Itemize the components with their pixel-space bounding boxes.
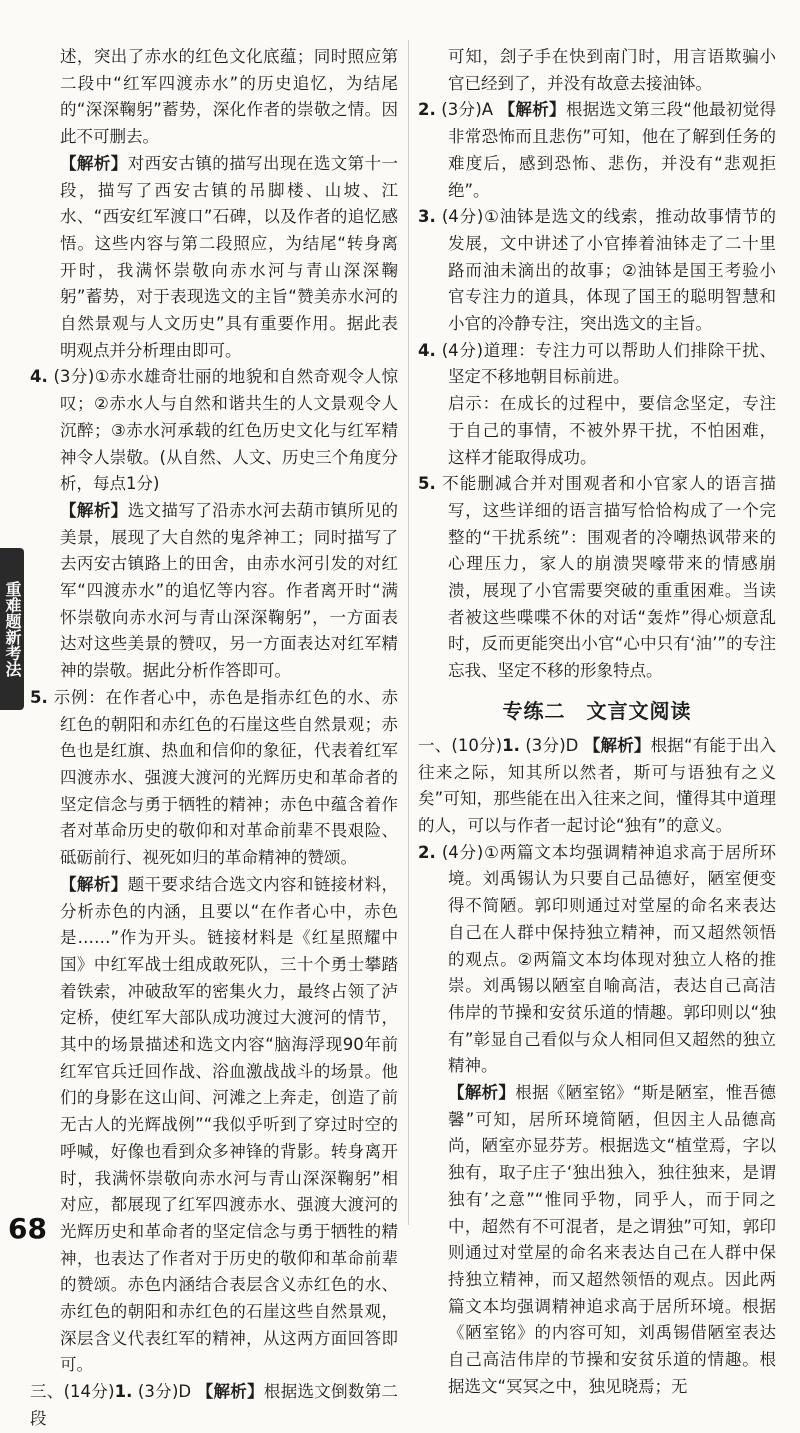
question-5-answer: [30, 685, 398, 872]
question-4: [418, 338, 776, 391]
answer-text: 示例：在作者心中，赤色是指赤红色的水、赤红色的朝阳和赤红色的石崖这些自然景观；赤色也是红旗、热血和信仰的象征，代表着红军四渡赤水、强渡大渡河的光辉历史和革命者的坚定信念与勇于牺牲的精神；赤色中蕴含着作者对革命历史的敬仰和对革命前辈不畏艰险、砥砺前行、视死如归的革命精神的赞颂。: [53, 687, 398, 868]
left-continued-analysis: [30, 151, 398, 365]
section-head: 一、(10分): [418, 735, 503, 755]
right-column: [418, 0, 777, 1396]
analysis-text: 选文描写了沿赤水河去葫市镇所见的美景，展现了大自然的鬼斧神工；同时描写了去丙安古镇路上的田舍，由赤水河引发的对红军“四渡赤水”的追忆等内容。作者离开时“满怀崇敬向赤水河与青山深深鞠躬”，一方面表达对这些美景的赞叹，另一方面表达对红军精神的崇敬。据此分析作答即可。: [60, 500, 399, 681]
answer-text: 不能删减合并对围观者和小官家人的语言描写，这些详细的语言描写恰恰构成了一个完整的“干扰系统”：围观者的冷嘲热讽带来的心理压力，家人的崩溃哭嚎带来的情感崩溃，展现了小官需要突破的重重困难。当读者被这些喋喋不休的对话“轰炸”得心烦意乱时，反而更能突出小官“心中只有‘油’”的专注忘我、坚定不移的形象特点。: [442, 474, 777, 681]
analysis-text: 根据“有能于出入往来之际，知其所以然者，斯可与语独有之义矣”可知，那些能在出入往来之间，懂得其中道理的人，可以与作者一起讨论“独有”的意义。: [418, 735, 777, 835]
answer-text: (4分)①油钵是选文的线索，推动故事情节的发展，文中讲述了小官捧着油钵走了二十里路而油未滴出的故事；②油钵是国王考验小官专注力的道具，体现了国王的聪明智慧和小官的冷静专注，突出选文的主旨。: [441, 207, 776, 334]
analysis-label: 【解析】: [498, 100, 566, 120]
section-3-question-1: [30, 1379, 398, 1432]
analysis-label: 【解析】: [448, 1083, 516, 1103]
analysis-text: 根据选文第三段“他最初觉得非常恐怖而且悲伤”可知，他在了解到任务的难度后，感到恐怖、悲伤，并没有“悲观拒绝”。: [448, 100, 776, 200]
page-number: 68: [8, 1212, 47, 1245]
question-4-inspiration: 启示：在成长的过程中，要信念坚定，专注于自己的事情，不被外界干扰，不怕困难，这样才能取得成功。: [448, 394, 776, 467]
side-tab-label: 重难题新考法: [0, 548, 24, 710]
analysis-label: 【解析】: [583, 735, 651, 755]
question-number: 4.: [30, 367, 48, 387]
analysis-text: 对西安古镇的描写出现在选文第十一段，描写了西安古镇的吊脚楼、山坡、江水、“西安红军渡口”石碑，以及作者的追忆感悟。这些内容与第二段照应，为结尾“转身离开时，我满怀崇敬向赤水河与青山深深鞠躬”蓄势，对于表现选文的主旨“赞美赤水河的自然景观与人文历史”具有重要作用。据此表明观点并分析理由即可。: [60, 153, 399, 360]
question-4-analysis: [30, 498, 398, 685]
question-number: 3.: [418, 207, 436, 227]
question-number: 5.: [418, 474, 436, 494]
section-1-question-2-answer: [418, 840, 776, 1080]
question-number: 1.: [114, 1382, 133, 1402]
section-head: 三、(14分): [30, 1382, 115, 1402]
section-1-question-2-analysis: [418, 1080, 776, 1400]
question-number: 5.: [30, 687, 48, 707]
analysis-label: 【解析】: [60, 500, 128, 520]
question-number: 2.: [418, 100, 436, 120]
answer-text: (4分)①两篇文本均强调精神追求高于居所环境。刘禹锡认为只要自己品德好，陋室便变得不简陋。郭印则通过对堂屋的命名来表达自己在人群中保持独立精神，而又超然领悟的观点。②两篇文本均体现对独立人格的推崇。刘禹锡以陋室自喻高洁，表达自己高洁伟岸的节操和安贫乐道的情趣。郭印则以“独有”彰显自己看似与众人相同但又超然的独立精神。: [441, 842, 776, 1076]
section-1-question-1: [418, 733, 776, 840]
question-4-answer: [30, 364, 398, 498]
analysis-text: 根据《陋室铭》“斯是陋室，惟吾德馨”可知，居所环境简陋，但因主人品德高尚，陋室亦显芬芳。根据选文“植堂焉，字以独有，取子庄子‘独出独入，独往独来，是谓独有’之意”“惟同乎物，同乎人，而于同之中，超然有不可混者，是之谓独”可知，郭印则通过对堂屋的命名来表达自己在人群中保持独立精神，而又超然领悟的观点。因此两篇文本均强调精神追求高于居所环境。根据《陋室铭》的内容可知，刘禹锡借陋室表达自己高洁伟岸的节操和安贫乐道的情趣。根据选文“冥冥之中，独见晓焉；无: [448, 1083, 776, 1396]
question-3: [418, 204, 776, 338]
answer-text: (3分)①赤水雄奇壮丽的地貌和自然奇观令人惊叹；②赤水人与自然和谐共生的人文景观令人沉醉；③赤水河承载的红色历史文化与红军精神令人崇敬。(从自然、人文、历史三个角度分析，每点1分): [53, 367, 398, 494]
answer-text: (3分)D: [525, 735, 579, 755]
question-2: [418, 97, 776, 204]
analysis-label: 【解析】: [60, 874, 128, 894]
question-number: 1.: [502, 735, 520, 755]
left-continued-answer: 述，突出了赤水的红色文化底蕴；同时照应第二段中“红军四渡赤水”的历史追忆，为结尾的“深深鞠躬”蓄势，深化作者的崇敬之情。因此不可删去。: [60, 47, 398, 147]
analysis-text: 根据选文倒数第二段: [30, 1382, 399, 1428]
analysis-label: 【解析】: [60, 153, 128, 173]
section-title: 专练二 文言文阅读: [502, 698, 692, 723]
right-continued-text: 可知，刽子手在快到南门时，用言语欺骗小官已经到了，并没有故意去接油钵。: [448, 47, 776, 93]
answer-text: (3分)A: [441, 100, 494, 120]
column-divider: [408, 40, 409, 1225]
left-column: [30, 0, 399, 1428]
question-5-analysis: [30, 872, 398, 1379]
answer-text: (4分)道理：专注力可以帮助人们排除干扰、坚定不移地朝目标前进。: [441, 340, 777, 387]
analysis-label: 【解析】: [196, 1382, 264, 1402]
answer-text: (3分)D: [137, 1382, 192, 1402]
question-5: [418, 471, 776, 685]
analysis-text: 题干要求结合选文内容和链接材料，分析赤色的内涵，且要以“在作者心中，赤色是……”作为开头。链接材料是《红星照耀中国》中红军战士组成敢死队，三十个勇士攀踏着铁索，冲破敌军的密集火力，最终占领了泸定桥，使红军大部队成功渡过大渡河的情节，其中的场景描述和选文内容“脑海浮现90年前红军官兵迁回作战、浴血激战战斗的场景。他们的身影在这山间、河滩之上奔走，创造了前无古人的光辉战例”“我似乎听到了穿过时空的呼喊，好像也看到众多神锋的背影。转身离开时，我满怀崇敬向赤水河与青山深深鞠躬”相对应，都展现了红军四渡赤水、强渡大渡河的光辉历史和革命者的坚定信念与勇于牺牲的精神，也表达了作者对于历史的敬仰和革命前辈的赞颂。赤色内涵结合表层含义赤红色的水、赤红色的朝阳和赤红色的石崖这些自然景观，深层含义代表红军的精神，从这两方面回答即可。: [60, 874, 399, 1375]
question-number: 2.: [418, 842, 436, 862]
question-number: 4.: [418, 340, 436, 360]
